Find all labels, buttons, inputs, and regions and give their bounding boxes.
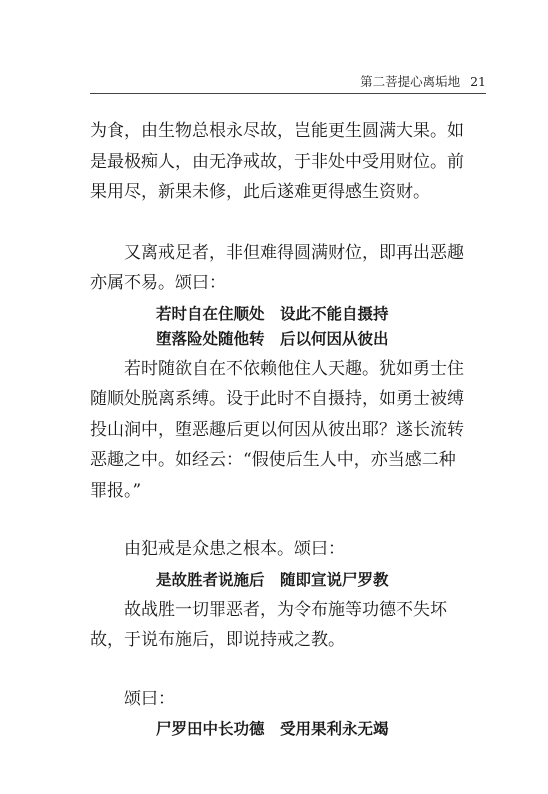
verse-1 bbox=[90, 302, 488, 352]
text-line: 又离戒足者，非但难得圆满财位，即再出恶趣 bbox=[124, 242, 464, 263]
text-line: 故，于说布施后，即说持戒之教。 bbox=[90, 630, 345, 650]
page-number: 21 bbox=[470, 74, 486, 89]
text-line: 果用尽，新果未修，此后遂难更得感生资财。 bbox=[90, 182, 430, 202]
verse-line: 是故胜者说施后 随即宣说尸罗教 bbox=[156, 570, 389, 589]
verse-line: 若时自在住顺处 设此不能自摄持 bbox=[156, 304, 389, 323]
verse-line: 尸罗田中长功德 受用果利永无竭 bbox=[156, 720, 389, 738]
text-line: 投山涧中，堕恶趣后更以何因从彼出耶？遂长流转 bbox=[90, 419, 464, 440]
text-line: 亦属不易。颂曰： bbox=[90, 273, 226, 293]
running-header bbox=[360, 72, 486, 90]
text-line: 若时随欲自在不依赖他住人天趣。犹如勇士住 bbox=[124, 358, 464, 379]
text-line: 是最极痴人，由无净戒故，于非处中受用财位。前 bbox=[90, 151, 464, 172]
paragraph-6 bbox=[90, 684, 488, 715]
header-rule bbox=[90, 93, 486, 94]
verse-3 bbox=[90, 717, 488, 742]
page-body bbox=[90, 116, 488, 742]
header-title: 第二菩提心离垢地 bbox=[360, 74, 461, 89]
text-line: 颂曰： bbox=[124, 688, 175, 709]
text-line: 由犯戒是众患之根本。颂曰： bbox=[124, 539, 345, 559]
paragraph-4 bbox=[90, 534, 488, 565]
paragraph-2 bbox=[90, 238, 488, 299]
text-line: 随顺处脱离系缚。设于此时不自摄持，如勇士被缚 bbox=[90, 389, 464, 409]
text-line: 罪报。” bbox=[90, 480, 142, 501]
verse-2 bbox=[90, 568, 488, 593]
paragraph-5 bbox=[90, 595, 488, 656]
text-line: 故战胜一切罪恶者，为令布施等功德不失坏 bbox=[124, 599, 447, 620]
text-line: 为食，由生物总根永尽故，岂能更生圆满大果。如 bbox=[90, 121, 464, 141]
paragraph-3 bbox=[90, 354, 488, 507]
paragraph-1 bbox=[90, 116, 488, 208]
text-line: 恶趣之中。如经云：“假使后生人中，亦当感二种 bbox=[90, 450, 456, 470]
verse-line: 堕落险处随他转 后以何因从彼出 bbox=[156, 329, 389, 348]
